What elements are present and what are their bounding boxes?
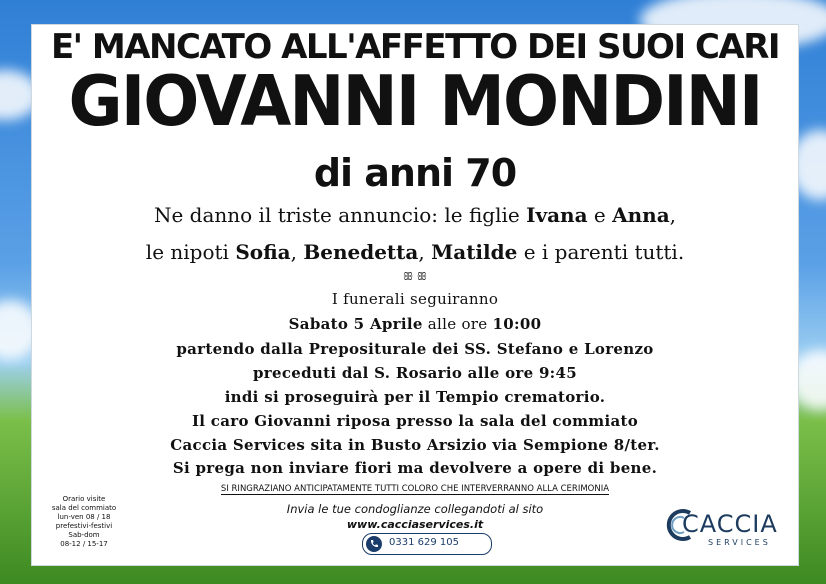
condolences-invite: Invia le tue condoglianze collegandoti al sito — [286, 502, 544, 516]
funeral-line-5: indi si proseguirà per il Tempio crematorio. — [224, 388, 606, 406]
obituary-sheet — [31, 24, 799, 566]
headline: E' MANCATO ALL'AFFETTO DEI SUOI CARI — [50, 27, 780, 67]
funeral-line-7: Caccia Services sita in Busto Arsizio via Sempione 8/ter. — [170, 436, 660, 454]
funeral-date: Sabato 5 Aprile alle ore 10:00 — [288, 315, 542, 333]
phone-number: 0331 629 105 — [389, 537, 459, 548]
funeral-intro: I funerali seguiranno — [331, 290, 499, 308]
announcement-line-1: Ne danno il triste annuncio: le figlie Ivana e Anna, — [153, 203, 677, 227]
website-link[interactable]: www.cacciaservices.it — [346, 518, 484, 531]
phone-icon — [366, 536, 382, 552]
announcement-line-2: le nipoti Sofia, Benedetta, Matilde e i parenti tutti. — [145, 240, 685, 264]
deceased-name: GIOVANNI MONDINI — [68, 61, 762, 142]
logo-word: CACCIA — [682, 510, 778, 538]
logo-subtitle: SERVICES — [708, 538, 771, 547]
funeral-line-4: preceduti dal S. Rosario alle ore 9:45 — [253, 364, 577, 382]
funeral-line-8: Si prega non inviare fiori ma devolvere a opere di bene. — [172, 459, 658, 477]
ornament-divider: ꕥ ꕥ — [403, 270, 427, 283]
visiting-hours: Orario visite sala del commiato lun-ven 08 / 18 prefestivi-festivi Sab-dom 08-12 / 15-17 — [51, 495, 117, 548]
age: di anni 70 — [313, 151, 517, 195]
funeral-line-3: partendo dalla Prepositurale dei SS. Stefano e Lorenzo — [176, 340, 654, 358]
funeral-line-6: Il caro Giovanni riposa presso la sala del commiato — [191, 412, 639, 430]
thanks-line: SI RINGRAZIANO ANTICIPATAMENTE TUTTI COLORO CHE INTERVERRANNO ALLA CERIMONIA — [220, 484, 610, 494]
caccia-services-logo — [664, 505, 790, 549]
phone-badge[interactable] — [362, 533, 492, 555]
